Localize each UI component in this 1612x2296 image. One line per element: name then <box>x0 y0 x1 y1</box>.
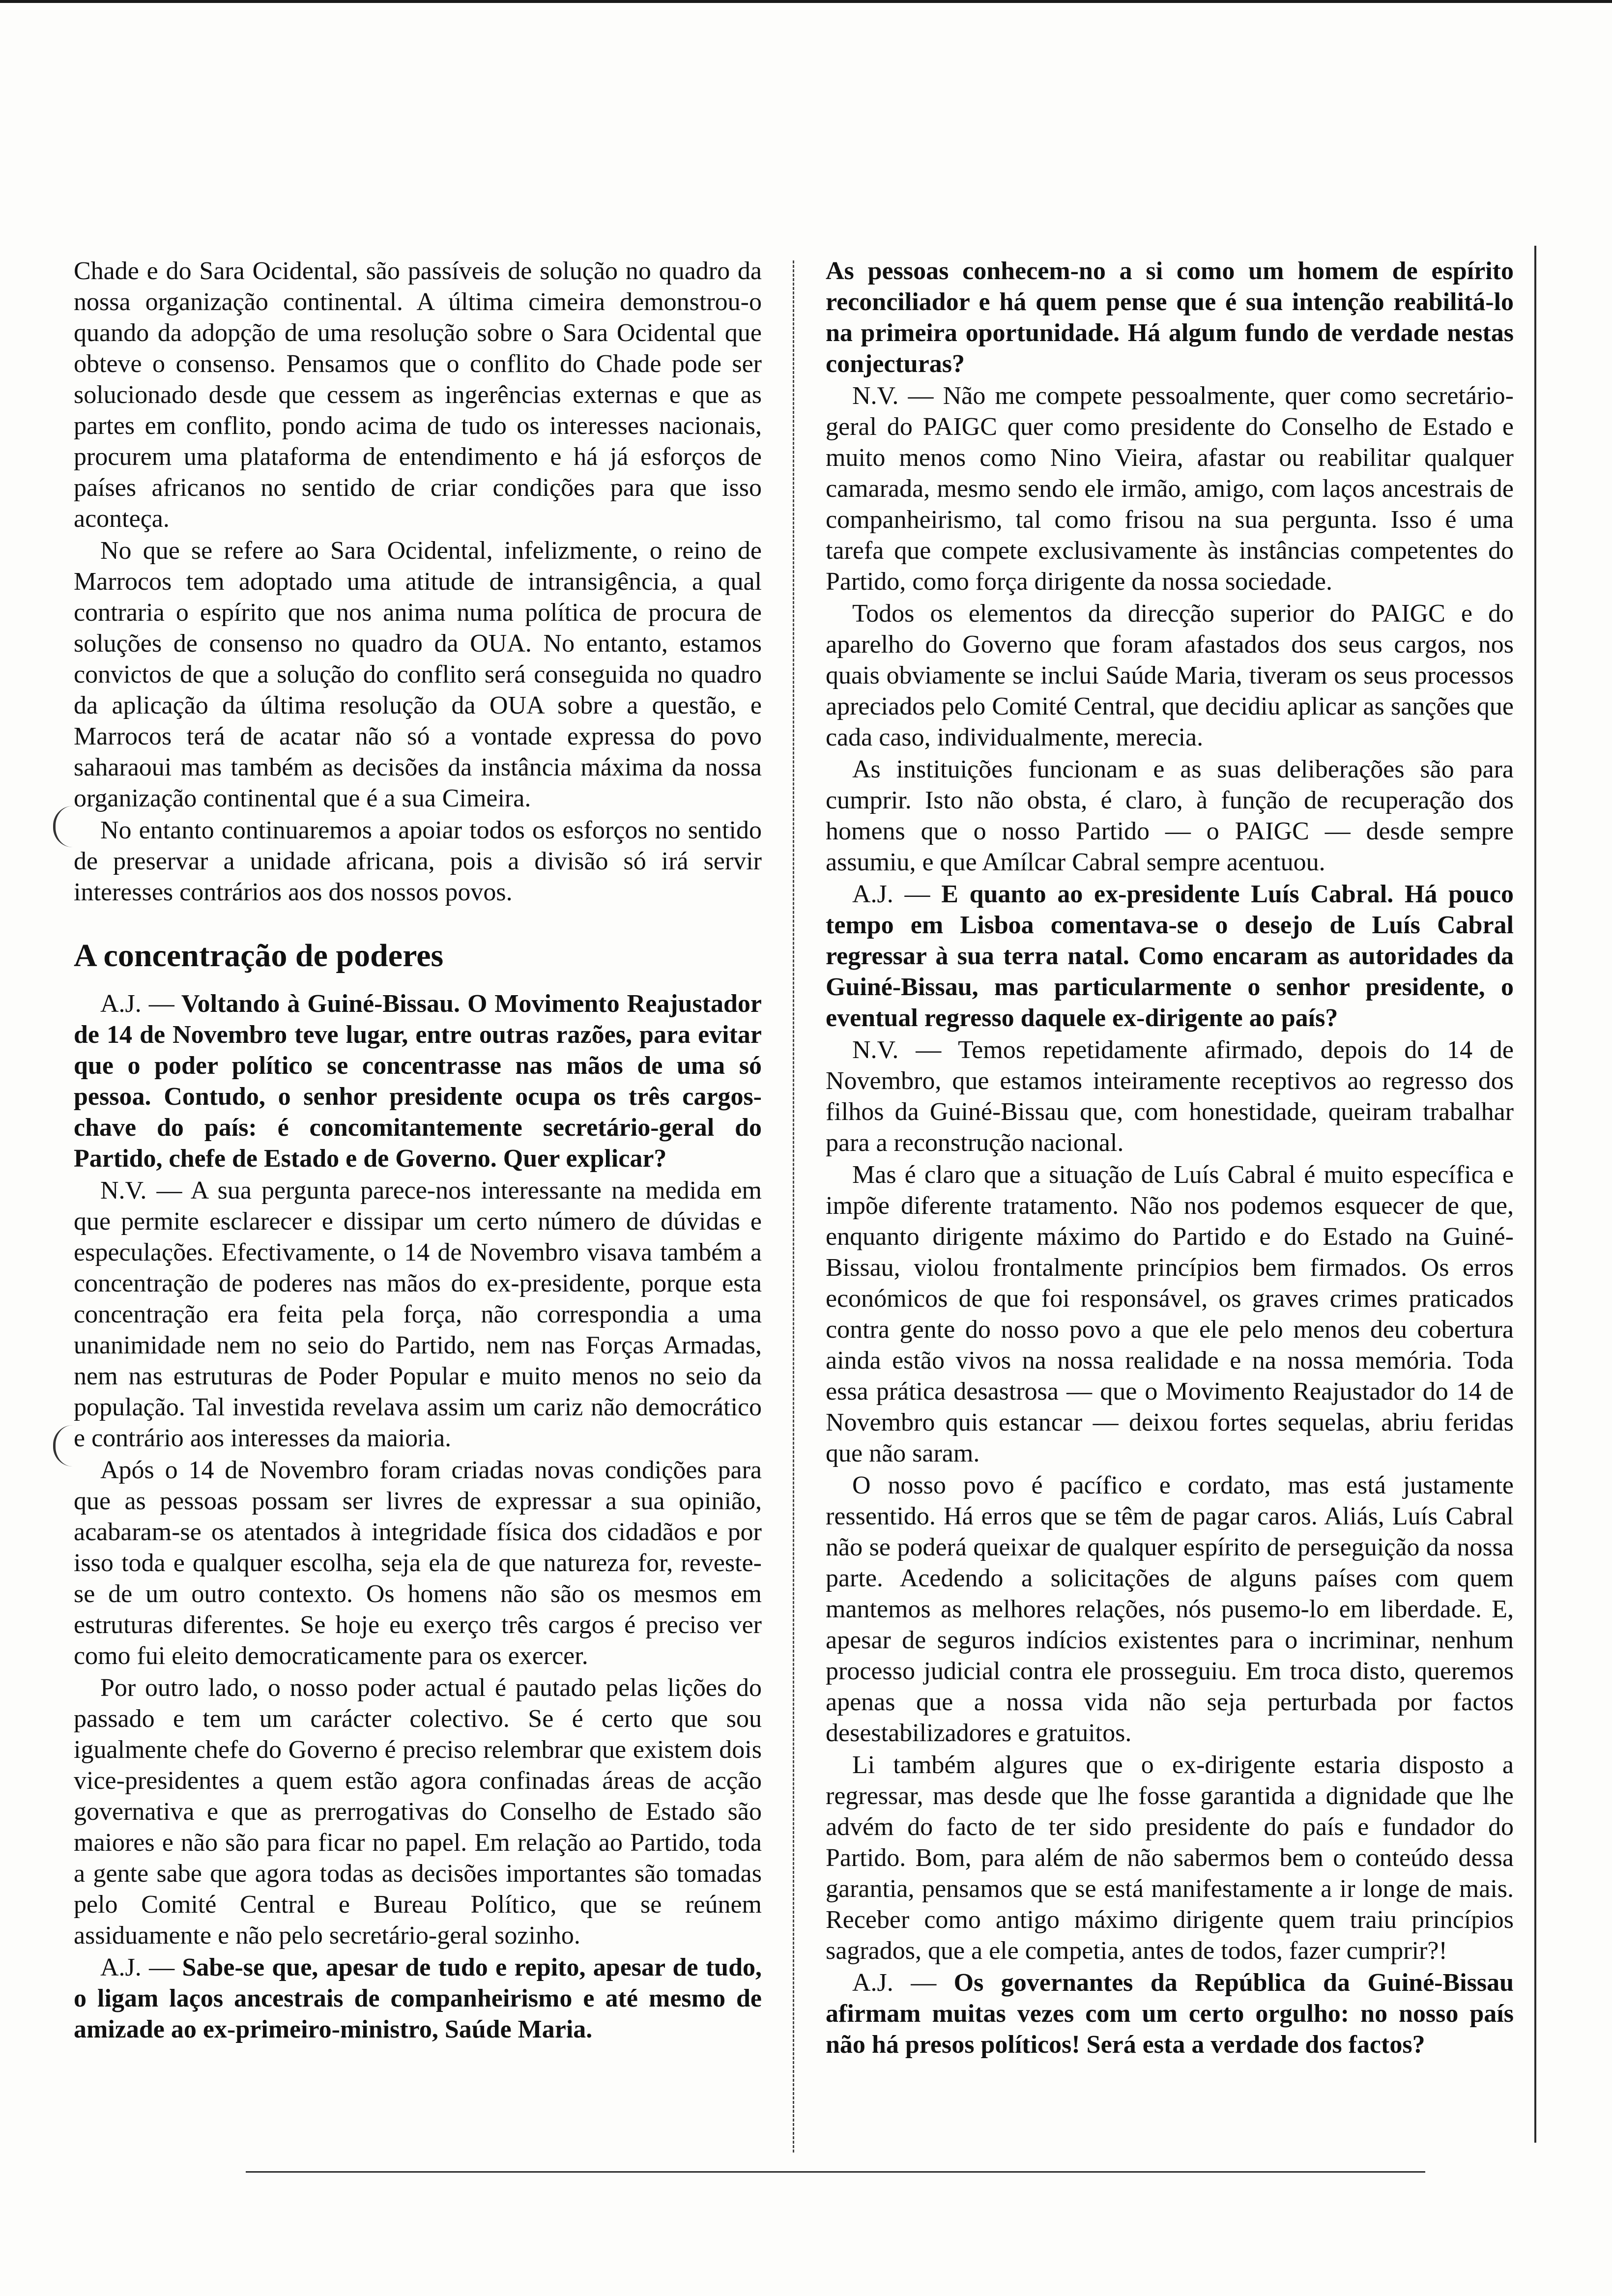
answer-text: Temos repetidamente afirmado, depois do 14 de Novembro, que estamos inteiramente receptivos ao regresso dos filhos da Guiné-Bissau que, com honestidade, queiram trabalhar para a reconstrução nacional. <box>826 1036 1514 1157</box>
speaker-label: A.J. — <box>100 1953 175 1981</box>
interview-question <box>826 1967 1514 2060</box>
paragraph: O nosso povo é pacífico e cordato, mas está justamente ressentido. Há erros que se têm de pagar caros. Aliás, Luís Cabral não se poderá queixar de qualquer espírito de perseguição da nossa parte. Acedendo a solicitações de alguns países com quem mantemos as melhores relações, nós pusemo-lo em liberdade. E, apesar de seguros indícios existentes para o incriminar, nenhum processo judicial contra ele prosseguiu. Em troca disto, queremos apenas que a nossa vida não seja perturbada por factos desestabilizadores e gratuitos. <box>826 1471 1514 1747</box>
answer-text: A sua pergunta parece-nos interessante na medida em que permite esclarecer e dissipar um certo número de dúvidas e especulações. Efectivamente, o 14 de Novembro visava também a concentração de poderes nas mãos do ex-presidente, porque esta concentração era feita pela força, não correspondia a uma unanimidade nem no seio do Partido, nem nas Forças Armadas, nem nas estruturas de Poder Popular e muito menos no seio da população. Tal investida revelava assim um cariz não democrático e contrário aos interesses da maioria. <box>74 1177 762 1452</box>
speaker-label: A.J. — <box>852 880 930 908</box>
paragraph: Após o 14 de Novembro foram criadas novas condições para que as pessoas possam ser livres de expressar a sua opinião, acabaram-se os atentados à integridade física dos cidadãos e por isso toda e qualquer escolha, seja ela de que natureza for, reveste-se de um outro contexto. Os homens não são os mesmos em estruturas diferentes. Se hoje eu exerço três cargos é preciso ver como fui eleito democraticamente para os exercer. <box>74 1456 762 1670</box>
paragraph: Por outro lado, o nosso poder actual é pautado pelas lições do passado e tem um carácter colectivo. Se é certo que sou igualmente chefe do Governo é preciso relembrar que existem dois vice-presidentes a quem estão agora confinadas áreas de acção governativa e que as prerrogativas do Conselho de Estado são maiores e não são para ficar no papel. Em relação ao Partido, toda a gente sabe que agora todas as decisões importantes são tomadas pelo Comité Central e Bureau Político, que se reúnem assiduamente e não pelo secretário-geral sozinho. <box>74 1674 762 1950</box>
interview-question <box>74 1952 762 2045</box>
answer-text: Não me compete pessoalmente, quer como secretário-geral do PAIGC quer como presidente do Conselho de Estado e muito menos como Nino Vieira, afastar ou reabilitar qualquer camarada, mesmo sendo ele irmão, amigo, com laços ancestrais de companheirismo, tal como frisou na sua pergunta. Isso é uma tarefa que compete exclusivamente às instâncias competentes do Partido, como força dirigente da nossa sociedade. <box>826 382 1514 596</box>
question-text: Sabe-se que, apesar de tudo e repito, apesar de tudo, o ligam laços ancestrais de companheirismo e até mesmo de amizade ao ex-primeiro-ministro, Saúde Maria. <box>74 1953 762 2043</box>
speaker-label: N.V. — <box>100 1177 182 1205</box>
interview-question <box>826 879 1514 1033</box>
column-divider <box>793 260 794 2152</box>
margin-bracket-mark <box>53 1425 75 1466</box>
right-column <box>826 256 1514 2061</box>
paragraph: As instituições funcionam e as suas deliberações são para cumprir. Isto não obsta, é claro, à função de recuperação dos homens que o nosso Partido — o PAIGC — desde sempre assumiu, e que Amílcar Cabral sempre acentuou. <box>826 755 1514 876</box>
question-continuation: As pessoas conhecem-no a si como um homem de espírito reconciliador e há quem pense que é sua intenção reabilitá-lo na primeira oportunidade. Há algum fundo de verdade nestas conjecturas? <box>826 257 1514 378</box>
paragraph: Li também algures que o ex-dirigente estaria disposto a regressar, mas desde que lhe fosse garantida a dignidade que lhe advém do facto de ter sido presidente do país e fundador do Partido. Bom, para além de não sabermos bem o conteúdo dessa garantia, pensamos que se está manifestamente a ir longe de mais. Receber como antigo máximo dirigente quem traiu princípios sagrados, que a ele competia, antes de todos, fazer cumprir?! <box>826 1751 1514 1965</box>
paragraph: Todos os elementos da direcção superior do PAIGC e do aparelho do Governo que foram afastados dos seus cargos, nos quais obviamente se inclui Saúde Maria, tiveram os seus processos apreciados pelo Comité Central, que decidiu aplicar as sanções que cada caso, individualmente, merecia. <box>826 600 1514 751</box>
paragraph: No entanto continuaremos a apoiar todos os esforços no sentido de preservar a unidade africana, pois a divisão só irá servir interesses contrários aos dos nossos povos. <box>74 816 762 906</box>
speaker-label: A.J. — <box>852 1969 937 1997</box>
question-text: Os governantes da República da Guiné-Bissau afirmam muitas vezes com um certo orgulho: no nosso país não há presos políticos! Será esta a verdade dos factos? <box>826 1969 1514 2059</box>
speaker-label: N.V. — <box>852 382 934 410</box>
interview-question <box>74 988 762 1174</box>
interview-answer <box>826 1034 1514 1158</box>
speaker-label: N.V. — <box>852 1036 942 1064</box>
section-heading: A concentração de poderes <box>74 938 444 974</box>
question-text: E quanto ao ex-presidente Luís Cabral. Há pouco tempo em Lisboa comentava-se o desejo de Luís Cabral regressar à sua terra natal. Como encaram as autoridades da Guiné-Bissau, mas particularmente o senhor presidente, o eventual regresso daquele ex-dirigente ao país? <box>826 880 1514 1032</box>
left-column <box>74 256 762 2046</box>
bottom-rule <box>246 2171 1425 2173</box>
top-rule <box>0 0 1612 3</box>
interview-answer <box>826 380 1514 597</box>
paragraph: No que se refere ao Sara Ocidental, infelizmente, o reino de Marrocos tem adoptado uma atitude de intransigência, a qual contraria o espírito que nos anima numa política de procura de soluções de consenso no quadro da OUA. No entanto, estamos convictos de que a solução do conflito será conseguida no quadro da aplicação da última resolução da OUA sobre a questão, e Marrocos terá de acatar não só a vontade expressa do povo saharaoui mas também as decisões da instância máxima da nossa organização continental que é a sua Cimeira. <box>74 537 762 812</box>
paragraph: Mas é claro que a situação de Luís Cabral é muito específica e impõe diferente tratamento. Não nos podemos esquecer de que, enquanto dirigente máximo do Partido e do Estado na Guiné-Bissau, violou frontalmente princípios bem firmados. Os erros económicos de que foi responsável, os graves crimes praticados contra gente do nosso povo a que ele pelo menos deu cobertura ainda estão vivos na nossa realidade e na nossa memória. Toda essa prática desastrosa — que o Movimento Reajustador do 14 de Novembro quis estancar — deixou fortes sequelas, abriu feridas que não saram. <box>826 1161 1514 1467</box>
speaker-label: A.J. — <box>100 990 174 1018</box>
interview-answer <box>74 1175 762 1454</box>
right-margin-rule <box>1534 246 1536 2143</box>
margin-bracket-mark <box>53 806 75 847</box>
question-text: Voltando à Guiné-Bissau. O Movimento Reajustador de 14 de Novembro teve lugar, entre outras razões, para evitar que o poder político se concentrasse nas mãos de uma só pessoa. Contudo, o senhor presidente ocupa os três cargos-chave do país: é concomitantemente secretário-geral do Partido, chefe de Estado e de Governo. Quer explicar? <box>74 990 762 1173</box>
paragraph: Chade e do Sara Ocidental, são passíveis de solução no quadro da nossa organização continental. A última cimeira demonstrou-o quando da adopção de uma resolução sobre o Sara Ocidental que obteve o consenso. Pensamos que o conflito do Chade pode ser solucionado desde que cessem as ingerências externas e que as partes em conflito, pondo acima de tudo os interesses nacionais, procurem uma plataforma de entendimento e há já esforços de países africanos no sentido de criar condições para que isso aconteça. <box>74 257 762 533</box>
